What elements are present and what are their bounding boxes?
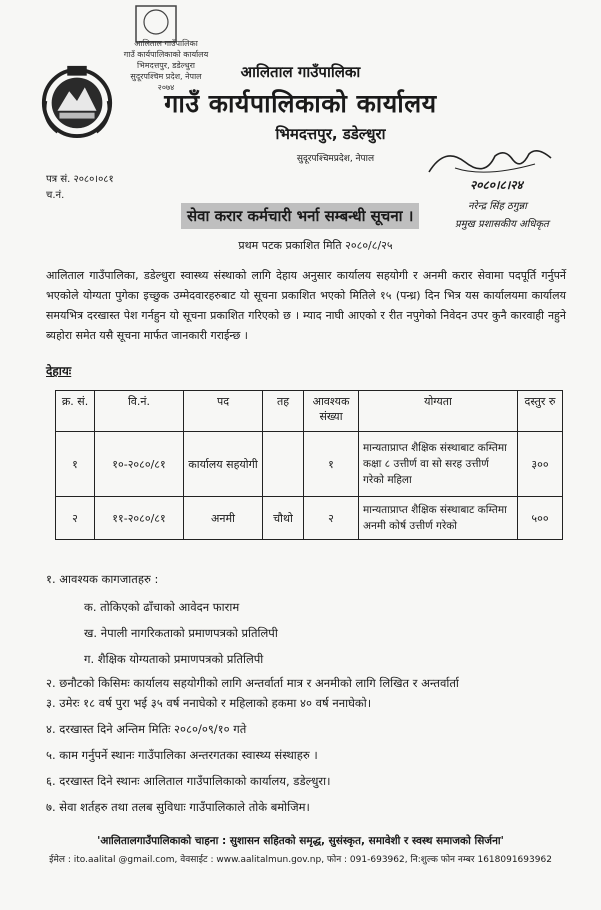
list-item: २. छनौटको किसिमः कार्यालय सहयोगीको लागि अन्तर्वार्ता मात्र र अनमीको लागि लिखित र अन्तर्वार्ता [46,676,459,690]
list-item: ग. शैक्षिक योग्यताको प्रमाणपत्रको प्रतिलिपी [84,652,264,666]
footer-contact: ईमेल : ito.aalital @gmail.com, वेवसाईट : www.aalitalmun.gov.np, फोन : 091-693962, नि:शुल्क फोन नम्बर 1618091693962 [49,855,552,865]
table-header-row [56,391,563,432]
list-item: ६. दरखास्त दिने स्थानः आलिताल गाउँपालिकाको कार्यालय, डडेल्धुरा। [46,774,331,788]
dehay-label: देहायः [46,364,72,378]
col-fee: दस्तुर रु [518,391,563,432]
list-item: ख. नेपाली नागरिकताको प्रमाणपत्रको प्रतिलिपी [84,626,278,640]
footer-slogan: 'आलितालगाउँपालिकाको चाहना : सुशासन सहितको समृद्ध, सुसंस्कृत, समावेशी र स्वस्थ समाजको सिर्जना' [97,835,504,847]
province-name: सुदूरपश्चिमप्रदेश, नेपाल [296,154,375,164]
list-item: क. तोकिएको ढाँचाको आवेदन फाराम [84,600,240,614]
vacancy-table [55,390,563,540]
letter-number: पत्र सं. २०८०।०८१ [46,174,114,185]
col-post: पद [184,391,263,432]
dispatch-number: च.नं. [46,190,65,201]
office-name: गाउँ कार्यपालिकाको कार्यालय [164,89,437,118]
intro-paragraph: आलिताल गाउँपालिका, डडेल्धुरा स्वास्थ्य संस्थाको लागि देहाय अनुसार कार्यालय सहयोगी र अनमी करार सेवामा पदपूर्ति गर्नुपर्ने भएकोले योग्यता पुगेका इच्छुक उम्मेदवारहरुबाट यो सूचना प्रकाशित भएको मितिले १५ (पन्ध्र) दिन भित्र यस कार्यालयमा कार्यालय समयभित्र दरखास्त पेश गर्नहुन यो सूचना प्रकाशित गरिएको छ । म्याद नाघी आएको र रीत नपुगेको निवेदन उपर कुनै कारवाही नहुने ब्यहोरा समेत यसै सूचना मार्फत जानकारी गराईन्छ । [46,269,566,342]
municipality-name: आलिताल गाउँपालिका [240,63,361,81]
col-ad-no: वि.नं. [95,391,184,432]
stamp-text: आलिताल गाउँपालिका गाउँ कार्यपालिकाको कार्यालय भिमदत्तपुर, डडेल्धुरा सुदूरपश्चिम प्रदेश, नेपाल २०७४ [123,39,209,92]
col-level: तह [263,391,304,432]
table-row: १ १०-२०८०/८१ कार्यालय सहयोगी १ मान्यताप्राप्त शैक्षिक संस्थाबाट कम्तिमा कक्षा ८ उत्तीर्ण वा सो सरह उत्तीर्ण गरेको महिला ३०० [56,432,563,497]
first-publish-date: प्रथम पटक प्रकाशित मिति २०८०/८/२५ [238,239,393,252]
list-item: ३. उमेरः १८ वर्ष पुरा भई ३५ वर्ष ननाघेको र महिलाको हकमा ४० वर्ष ननाघेको। [46,696,372,710]
notice-title: सेवा करार कर्मचारी भर्ना सम्बन्धी सूचना । [181,203,419,229]
office-location: भिमदत्तपुर, डडेल्धुरा [275,125,386,143]
required-documents-heading: १. आवश्यक कागजातहरु : [46,572,159,586]
table-row: २ ११-२०८०/८१ अनमी चौथो २ मान्यताप्राप्त शैक्षिक संस्थाबाट कम्तिमा अनमी कोर्ष उत्तीर्ण गरेको ५०० [56,497,563,540]
list-item: ४. दरखास्त दिने अन्तिम मितिः २०८०/०९/१० गते [46,722,247,736]
col-qualification: योग्यता [359,391,518,432]
list-item: ५. काम गर्नुपर्ने स्थानः गाउँपालिका अन्तरगतका स्वास्थ्य संस्थाहरु । [46,748,318,762]
col-sn: क्र. सं. [56,391,95,432]
col-count: आवश्यक संख्या [304,391,359,432]
reference-block [46,172,114,204]
signatory-title: प्रमुख प्रशासकीय अधिकृत [455,219,549,230]
signatory-name: नरेन्द्र सिंह ठगुन्ना [468,201,527,212]
signature-date: २०८०।८।२४ [470,178,523,192]
list-item: ७. सेवा शर्तहरु तथा तलब सुविधाः गाउँपालिकाले तोके बमोजिम। [46,800,310,814]
